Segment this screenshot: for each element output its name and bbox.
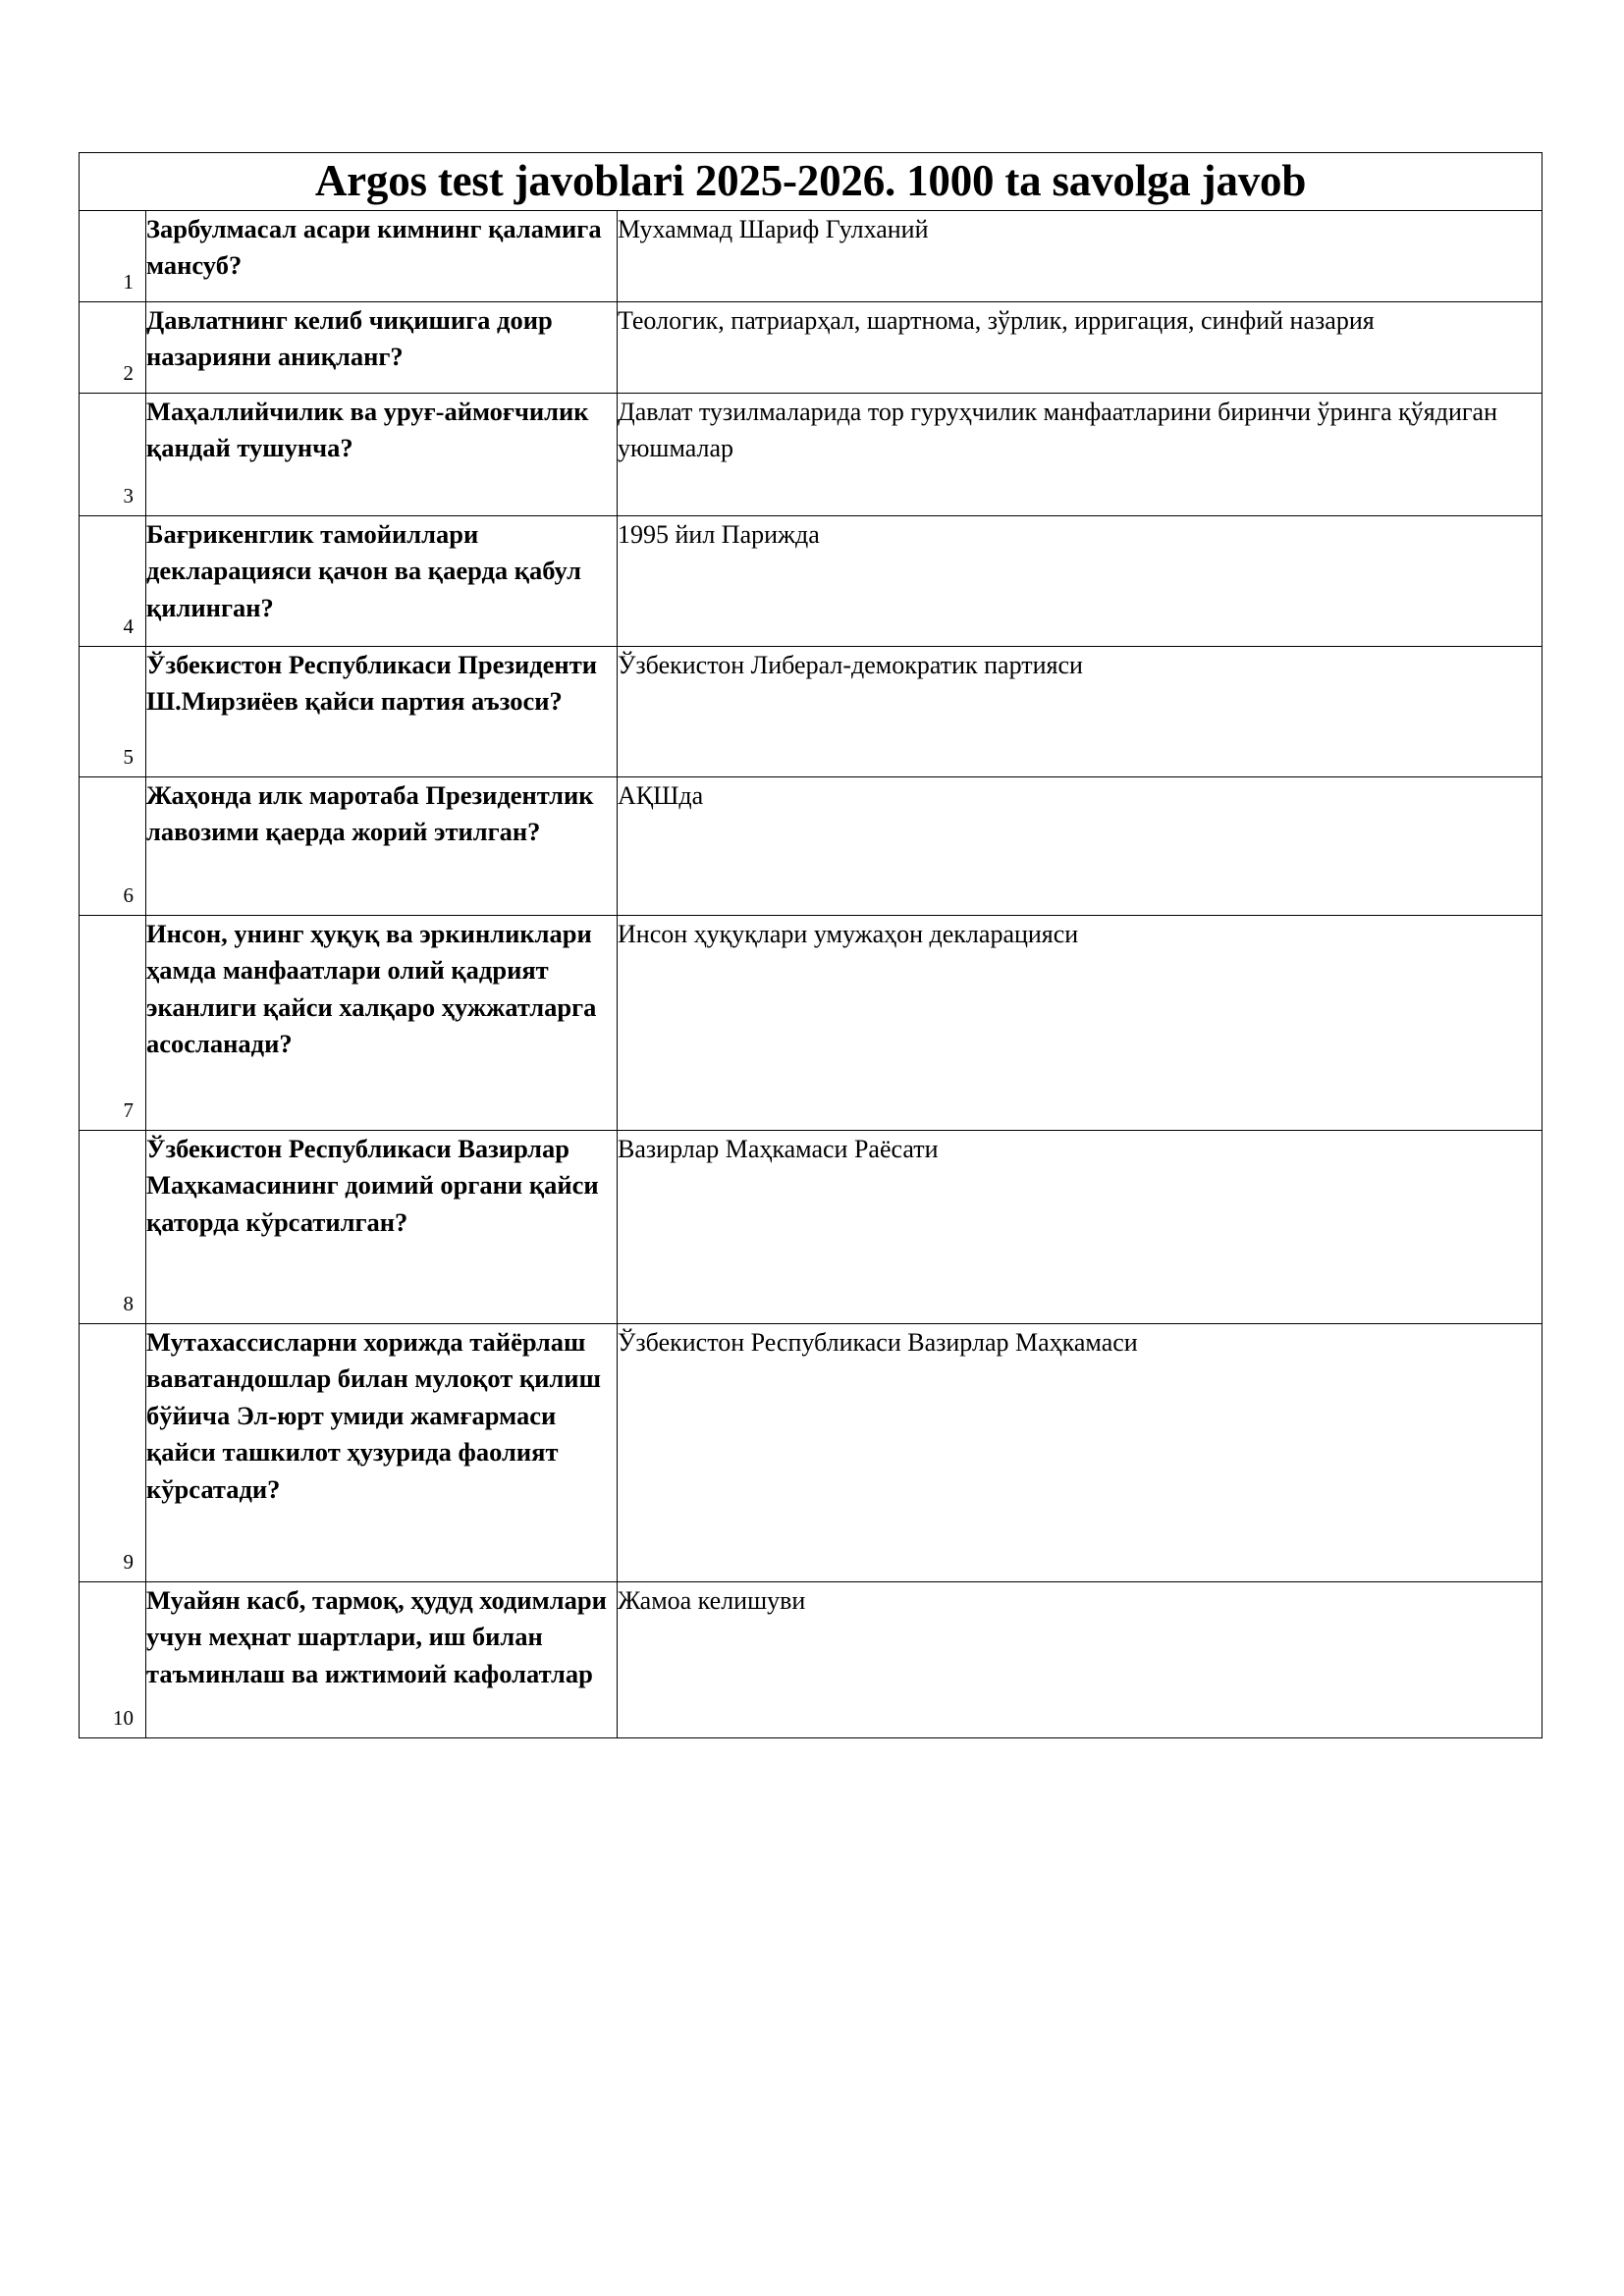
- row-number: 2: [123, 361, 134, 386]
- question-cell: [146, 301, 618, 393]
- table-row: [80, 646, 1543, 776]
- answer-cell: [618, 915, 1543, 1130]
- question-text: Бағрикенглик тамойиллари декларацияси қачон ва қаерда қабул қилинган?: [146, 518, 581, 622]
- row-number-cell: [80, 1323, 146, 1581]
- question-cell: [146, 915, 618, 1130]
- answer-cell: [618, 646, 1543, 776]
- question-text: Муайян касб, тармоқ, ҳудуд ходимлари учун меҳнат шартлари, иш билан таъминлаш ва ижтимоий кафолатлар: [146, 1584, 607, 1688]
- row-number-cell: [80, 393, 146, 515]
- question-cell: [146, 210, 618, 301]
- answer-text: Жамоа келишуви: [618, 1585, 806, 1615]
- question-cell: [146, 776, 618, 915]
- answer-text: Мухаммад Шариф Гулханий: [618, 214, 929, 243]
- row-number: 7: [123, 1098, 134, 1123]
- answer-text: Ўзбекистон Республикаси Вазирлар Маҳкамаси: [618, 1327, 1138, 1357]
- question-text: Маҳаллийчилик ва уруғ-аймоғчилик қандай тушунча?: [146, 396, 589, 463]
- row-number-cell: [80, 915, 146, 1130]
- question-text: Жаҳонда илк маротаба Президентлик лавозими қаерда жорий этилган?: [146, 779, 594, 847]
- answer-cell: [618, 1323, 1543, 1581]
- table-row: [80, 515, 1543, 646]
- row-number: 6: [123, 883, 134, 908]
- row-number-cell: [80, 1581, 146, 1737]
- question-text: Ўзбекистон Республикаси Президенти Ш.Мирзиёев қайси партия аъзоси?: [146, 649, 597, 717]
- row-number: 5: [123, 745, 134, 770]
- answer-text: Инсон ҳуқуқлари умужаҳон декларацияси: [618, 919, 1079, 948]
- row-number: 9: [123, 1550, 134, 1575]
- answer-text: Давлат тузилмаларида тор гуруҳчилик манфаатларини биринчи ўринга қўядиган уюшмалар: [618, 397, 1497, 463]
- answer-cell: [618, 393, 1543, 515]
- row-number: 1: [123, 270, 134, 294]
- answer-cell: [618, 301, 1543, 393]
- table-row: [80, 776, 1543, 915]
- row-number: 8: [123, 1292, 134, 1316]
- question-text: Зарбулмасал асари кимнинг қаламига мансуб?: [146, 213, 602, 281]
- row-number-cell: [80, 1130, 146, 1323]
- row-number-cell: [80, 210, 146, 301]
- answer-text: Ўзбекистон Либерал-демократик партияси: [618, 650, 1083, 679]
- question-cell: [146, 393, 618, 515]
- row-number-cell: [80, 776, 146, 915]
- answer-cell: [618, 776, 1543, 915]
- question-text: Давлатнинг келиб чиқишига доир назарияни аниқланг?: [146, 304, 553, 372]
- row-number: 10: [113, 1706, 134, 1731]
- answer-cell: [618, 210, 1543, 301]
- table-row: [80, 1130, 1543, 1323]
- answer-text: Теологик, патриарҳал, шартнома, зўрлик, ирригация, синфий назария: [618, 305, 1375, 335]
- qa-table: [79, 152, 1543, 1738]
- row-number-cell: [80, 646, 146, 776]
- question-text: Ўзбекистон Республикаси Вазирлар Маҳкамасининг доимий органи қайси қаторда кўрсатилган?: [146, 1133, 599, 1237]
- row-number-cell: [80, 301, 146, 393]
- table-row: [80, 301, 1543, 393]
- question-text: Мутахассисларни хорижда тайёрлаш ваватандошлар билан мулоқот қилиш бўйича Эл-юрт умиди жамғармаси қайси ташкилот ҳузурида фаолият кўрсатади?: [146, 1326, 601, 1505]
- row-number: 4: [123, 614, 134, 639]
- title-row: [80, 153, 1543, 211]
- question-cell: [146, 515, 618, 646]
- answer-cell: [618, 1130, 1543, 1323]
- answer-text: 1995 йил Парижда: [618, 519, 820, 549]
- question-cell: [146, 1581, 618, 1737]
- document-body: [79, 152, 1542, 1738]
- answer-cell: [618, 1581, 1543, 1737]
- table-row: [80, 1581, 1543, 1737]
- row-number-cell: [80, 515, 146, 646]
- question-cell: [146, 1323, 618, 1581]
- answer-cell: [618, 515, 1543, 646]
- answer-text: Вазирлар Маҳкамаси Раёсати: [618, 1134, 939, 1163]
- row-number: 3: [123, 484, 134, 508]
- table-row: [80, 210, 1543, 301]
- title-cell: [80, 153, 1543, 211]
- question-cell: [146, 646, 618, 776]
- question-text: Инсон, унинг ҳуқуқ ва эркинликлари ҳамда манфаатлари олий қадрият эканлиги қайси халқаро ҳужжатларга асосланади?: [146, 918, 597, 1059]
- table-row: [80, 393, 1543, 515]
- answer-text: АҚШда: [618, 780, 704, 810]
- question-cell: [146, 1130, 618, 1323]
- table-row: [80, 915, 1543, 1130]
- page-title: Argos test javoblari 2025-2026. 1000 ta savolga javob: [314, 156, 1307, 205]
- table-row: [80, 1323, 1543, 1581]
